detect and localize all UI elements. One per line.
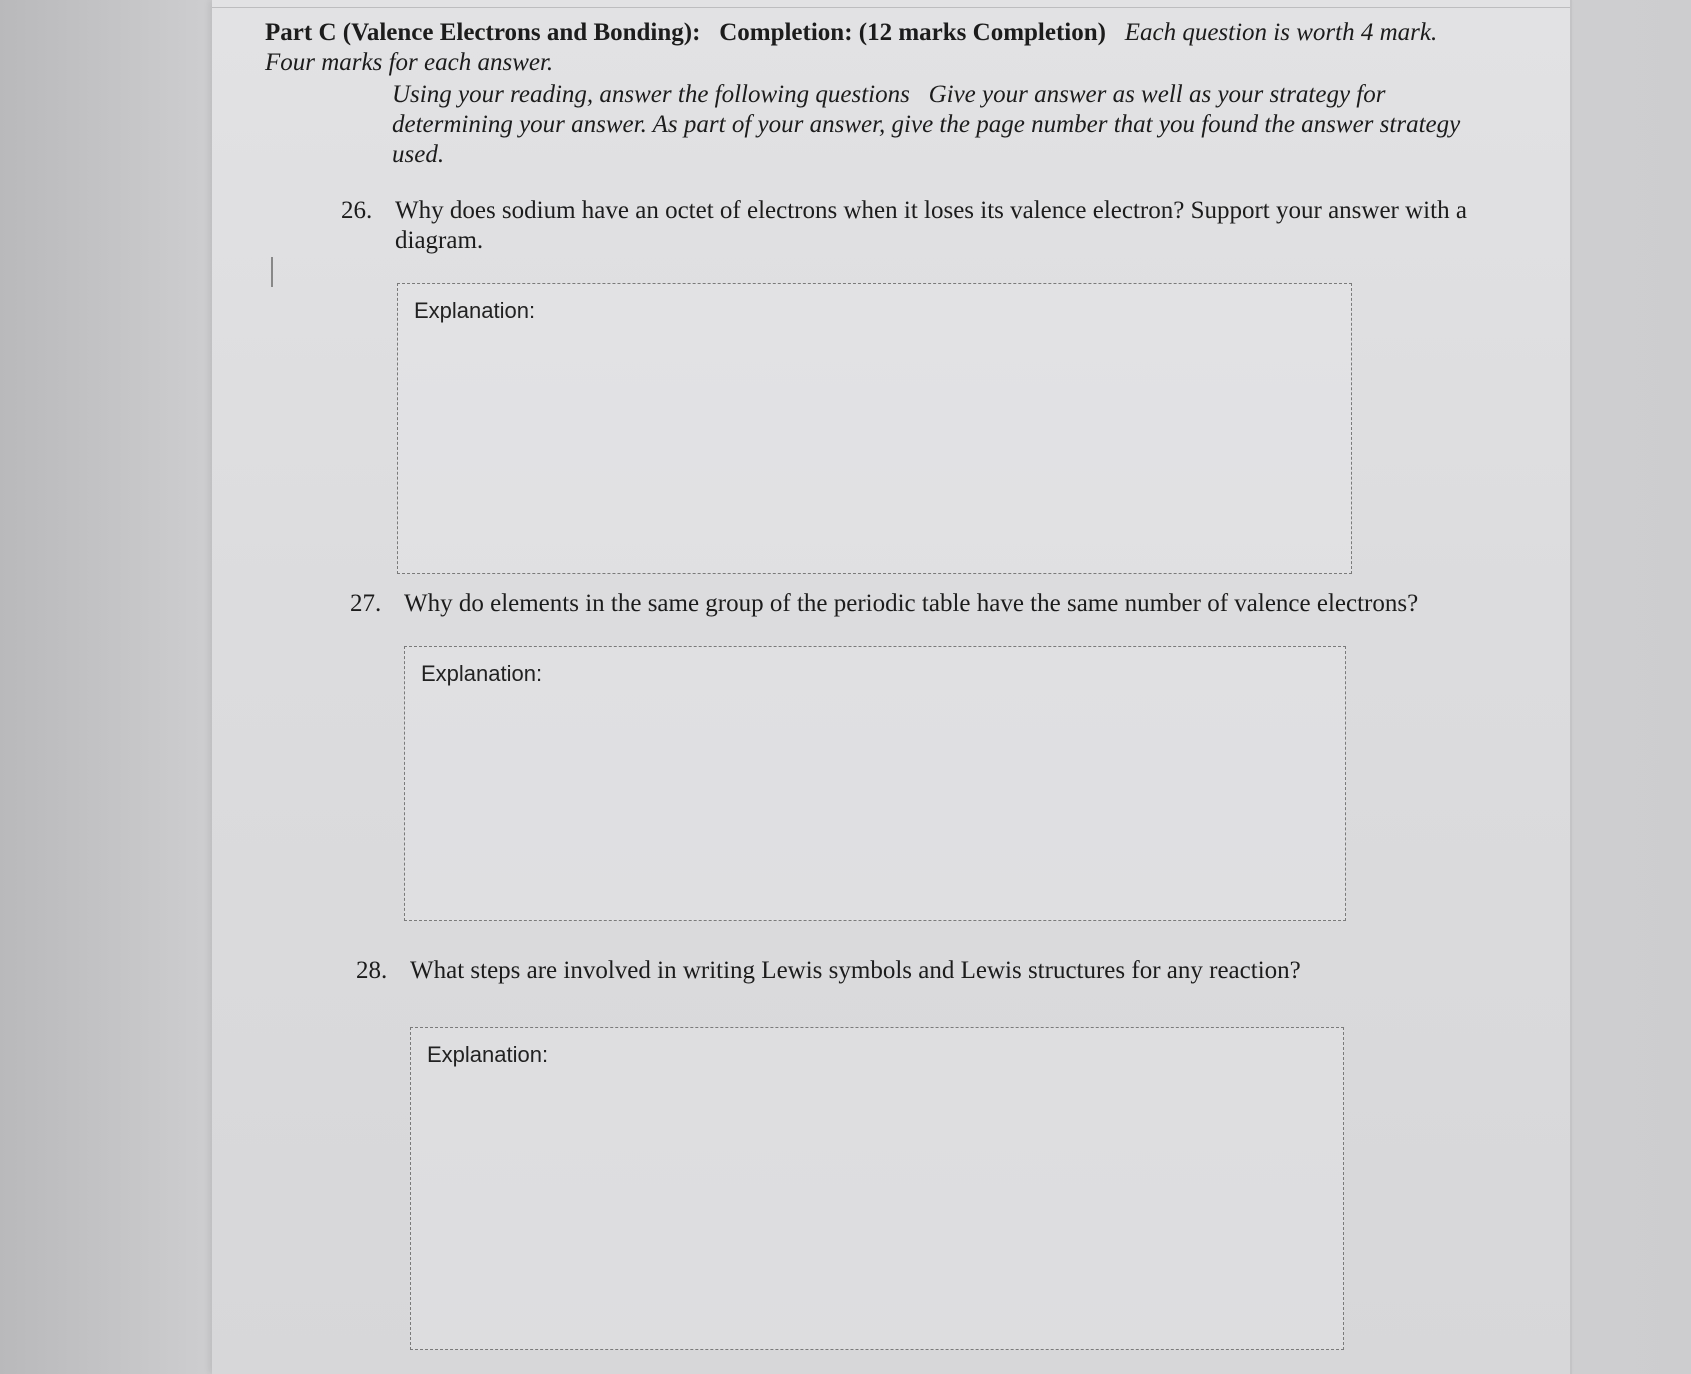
answer-box-28[interactable] <box>410 1027 1344 1350</box>
instructions-line1: Using your reading, answer the following questions Give your answer as well as your strategy for <box>392 81 1386 108</box>
answer-box-26[interactable] <box>397 283 1352 574</box>
marks-note-line2: Four marks for each answer. <box>265 49 554 76</box>
part-heading <box>265 18 1495 78</box>
question-text-line1: Why do elements in the same group of the periodic table have the same number of valence electrons? <box>404 590 1419 617</box>
instructions-line3: used. <box>392 141 445 168</box>
part-title: Part C (Valence Electrons and Bonding): <box>265 19 701 46</box>
explanation-label: Explanation: <box>427 1042 549 1067</box>
instructions <box>392 80 1522 170</box>
explanation-label: Explanation: <box>421 661 543 686</box>
page-top-rule <box>212 7 1572 8</box>
question-number: 26. <box>341 197 373 224</box>
page-right-edge <box>1570 0 1572 1374</box>
question-text <box>410 956 1301 986</box>
completion-marks: Completion: (12 marks Completion) <box>719 19 1106 46</box>
question-text-line2: diagram. <box>395 227 484 254</box>
question-text <box>395 196 1467 256</box>
question-number: 28. <box>356 957 388 984</box>
instructions-line2: determining your answer. As part of your answer, give the page number that you found the answer strategy <box>392 111 1461 138</box>
answer-box-27[interactable] <box>404 646 1346 921</box>
question-text <box>404 589 1418 619</box>
question-text-line1: Why does sodium have an octet of electrons when it loses its valence electron? Support your answer with a <box>395 197 1467 224</box>
margin-mark <box>271 257 273 287</box>
explanation-label: Explanation: <box>414 298 536 323</box>
marks-note: Each question is worth 4 mark. <box>1124 19 1438 46</box>
question-text-line1: What steps are involved in writing Lewis symbols and Lewis structures for any reaction? <box>410 957 1301 984</box>
question-number: 27. <box>350 590 382 617</box>
